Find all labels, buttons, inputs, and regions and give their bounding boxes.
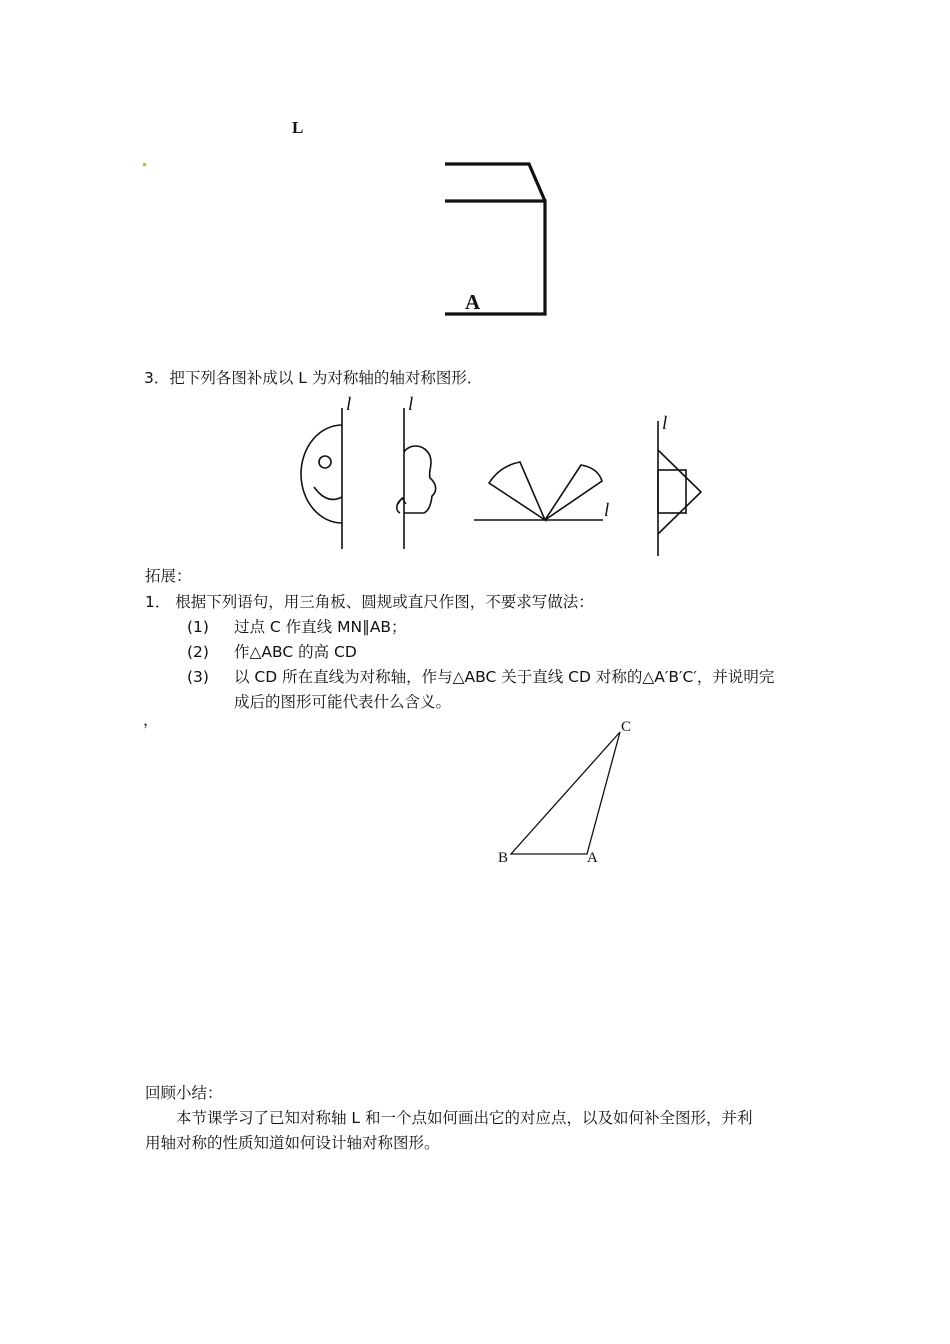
extension-heading: 拓展： — [145, 567, 192, 585]
extension-question-1: 1． 根据下列语句，用三角板、圆规或直尺作图，不要求写做法： — [145, 593, 594, 611]
item-3-text: 以 CD 所在直线为对称轴，作与△ABC 关于直线 CD 对称的△A′B′C′，并说明完 — [234, 668, 775, 686]
figure-label-a: A — [465, 290, 481, 314]
item-1-num: (1) — [187, 618, 209, 636]
axis-label-2: l — [408, 394, 414, 415]
item-2-text: 作△ABC 的高 CD — [234, 643, 357, 661]
triangle-label-b: B — [498, 850, 509, 866]
item-1-text: 过点 C 作直线 MN∥AB； — [234, 618, 407, 636]
figure-label-l: L — [292, 118, 304, 137]
stray-mark: ， — [143, 711, 159, 729]
triangle-label-a: A — [587, 850, 598, 866]
question-3-text: 3．把下列各图补成以 L 为对称轴的轴对称图形． — [144, 369, 483, 387]
axis-label-4: l — [662, 413, 668, 434]
summary-heading: 回顾小结： — [145, 1084, 223, 1102]
item-3-num: (3) — [187, 668, 209, 686]
axis-label-1: l — [346, 394, 352, 415]
summary-line-1: 本节课学习了已知对称轴 L 和一个点如何画出它的对应点，以及如何补全图形，并利 — [176, 1109, 753, 1127]
summary-line-2: 用轴对称的性质知道如何设计轴对称图形。 — [145, 1134, 440, 1152]
axis-label-3: l — [604, 500, 610, 521]
item-2-num: (2) — [187, 643, 209, 661]
item-3-continuation: 成后的图形可能代表什么含义。 — [234, 693, 452, 711]
triangle-label-c: C — [621, 719, 632, 735]
triangle-shape — [511, 732, 620, 854]
